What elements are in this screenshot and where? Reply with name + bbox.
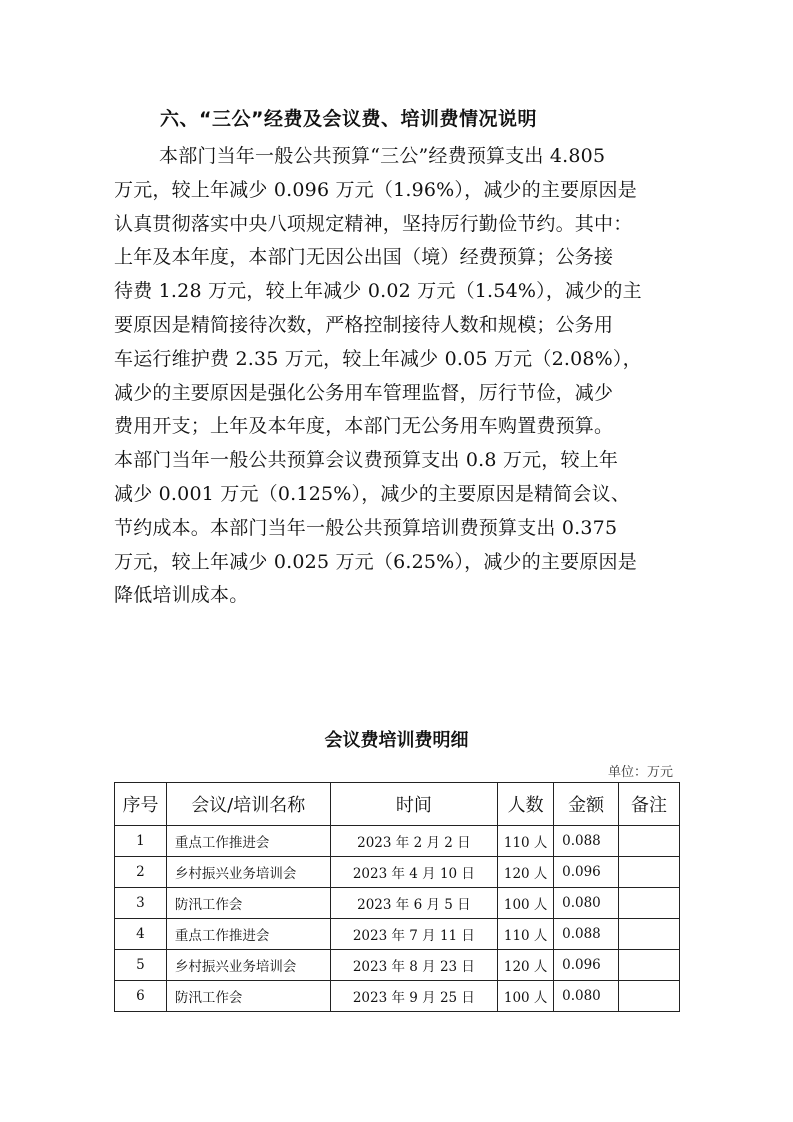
header-index: 序号 bbox=[115, 783, 167, 826]
cell-time: 2023 年 8 月 23 日 bbox=[330, 950, 498, 981]
paragraph-line: 降低培训成本。 bbox=[114, 584, 249, 607]
cell-time: 2023 年 7 月 11 日 bbox=[330, 919, 498, 950]
cell-remarks bbox=[619, 857, 680, 888]
cell-name: 重点工作推进会 bbox=[166, 919, 330, 950]
header-name: 会议/培训名称 bbox=[166, 783, 330, 826]
paragraph-line: 减少的主要原因是强化公务用车管理监督，厉行节俭，减少 bbox=[114, 381, 614, 404]
cell-name: 乡村振兴业务培训会 bbox=[166, 950, 330, 981]
explanation-paragraph bbox=[114, 140, 684, 613]
paragraph-line: 待费 1.28 万元，较上年减少 0.02 万元（1.54%），减少的主 bbox=[114, 280, 642, 303]
cell-remarks bbox=[619, 919, 680, 950]
paragraph-line: 上年及本年度，本部门无因公出国（境）经费预算；公务接 bbox=[114, 246, 614, 269]
paragraph-line: 要原因是精简接待次数，严格控制接待人数和规模；公务用 bbox=[114, 313, 614, 336]
cell-index: 3 bbox=[115, 888, 167, 919]
table-title: 会议费培训费明细 bbox=[324, 730, 469, 751]
paragraph-line: 本部门当年一般公共预算会议费预算支出 0.8 万元，较上年 bbox=[114, 449, 619, 472]
cell-remarks bbox=[619, 888, 680, 919]
cell-name: 防汛工作会 bbox=[166, 981, 330, 1012]
cell-time: 2023 年 4 月 10 日 bbox=[330, 857, 498, 888]
cell-amount: 0.096 bbox=[554, 950, 619, 981]
cell-name: 防汛工作会 bbox=[166, 888, 330, 919]
table-row bbox=[115, 857, 680, 888]
unit-label: 单位：万元 bbox=[607, 765, 673, 780]
cell-amount: 0.096 bbox=[554, 857, 619, 888]
cell-index: 5 bbox=[115, 950, 167, 981]
cell-remarks bbox=[619, 950, 680, 981]
paragraph-line: 车运行维护费 2.35 万元，较上年减少 0.05 万元（2.08%）， bbox=[114, 347, 642, 370]
header-time: 时间 bbox=[330, 783, 498, 826]
cell-amount: 0.080 bbox=[554, 981, 619, 1012]
table-header-row bbox=[115, 783, 680, 826]
cell-people: 120 人 bbox=[498, 950, 554, 981]
cell-remarks bbox=[619, 826, 680, 857]
cell-index: 6 bbox=[115, 981, 167, 1012]
cell-index: 1 bbox=[115, 826, 167, 857]
meeting-training-table bbox=[114, 782, 680, 1012]
cell-time: 2023 年 2 月 2 日 bbox=[330, 826, 498, 857]
cell-time: 2023 年 9 月 25 日 bbox=[330, 981, 498, 1012]
cell-people: 110 人 bbox=[498, 826, 554, 857]
cell-people: 110 人 bbox=[498, 919, 554, 950]
paragraph-line: 节约成本。本部门当年一般公共预算培训费预算支出 0.375 bbox=[114, 516, 618, 539]
cell-remarks bbox=[619, 981, 680, 1012]
paragraph-line: 费用开支；上年及本年度，本部门无公务用车购置费预算。 bbox=[114, 415, 614, 438]
header-amount: 金额 bbox=[554, 783, 619, 826]
table-row bbox=[115, 888, 680, 919]
paragraph-line: 万元，较上年减少 0.096 万元（1.96%），减少的主要原因是 bbox=[114, 178, 637, 201]
header-remarks: 备注 bbox=[619, 783, 680, 826]
cell-index: 4 bbox=[115, 919, 167, 950]
header-people: 人数 bbox=[498, 783, 554, 826]
cell-name: 乡村振兴业务培训会 bbox=[166, 857, 330, 888]
cell-amount: 0.080 bbox=[554, 888, 619, 919]
section-heading: 六、“三公”经费及会议费、培训费情况说明 bbox=[160, 108, 537, 130]
cell-people: 120 人 bbox=[498, 857, 554, 888]
table-row bbox=[115, 981, 680, 1012]
cell-people: 100 人 bbox=[498, 981, 554, 1012]
cell-amount: 0.088 bbox=[554, 826, 619, 857]
cell-people: 100 人 bbox=[498, 888, 554, 919]
paragraph-line: 万元，较上年减少 0.025 万元（6.25%），减少的主要原因是 bbox=[114, 550, 637, 573]
paragraph-line: 减少 0.001 万元（0.125%），减少的主要原因是精简会议、 bbox=[114, 482, 631, 505]
paragraph-line: 认真贯彻落实中央八项规定精神，坚持厉行勤俭节约。其中： bbox=[114, 212, 633, 235]
cell-amount: 0.088 bbox=[554, 919, 619, 950]
cell-index: 2 bbox=[115, 857, 167, 888]
table-row bbox=[115, 950, 680, 981]
cell-time: 2023 年 6 月 5 日 bbox=[330, 888, 498, 919]
table-row bbox=[115, 826, 680, 857]
cell-name: 重点工作推进会 bbox=[166, 826, 330, 857]
table-row bbox=[115, 919, 680, 950]
paragraph-line: 本部门当年一般公共预算“三公”经费预算支出 4.805 bbox=[159, 145, 606, 167]
